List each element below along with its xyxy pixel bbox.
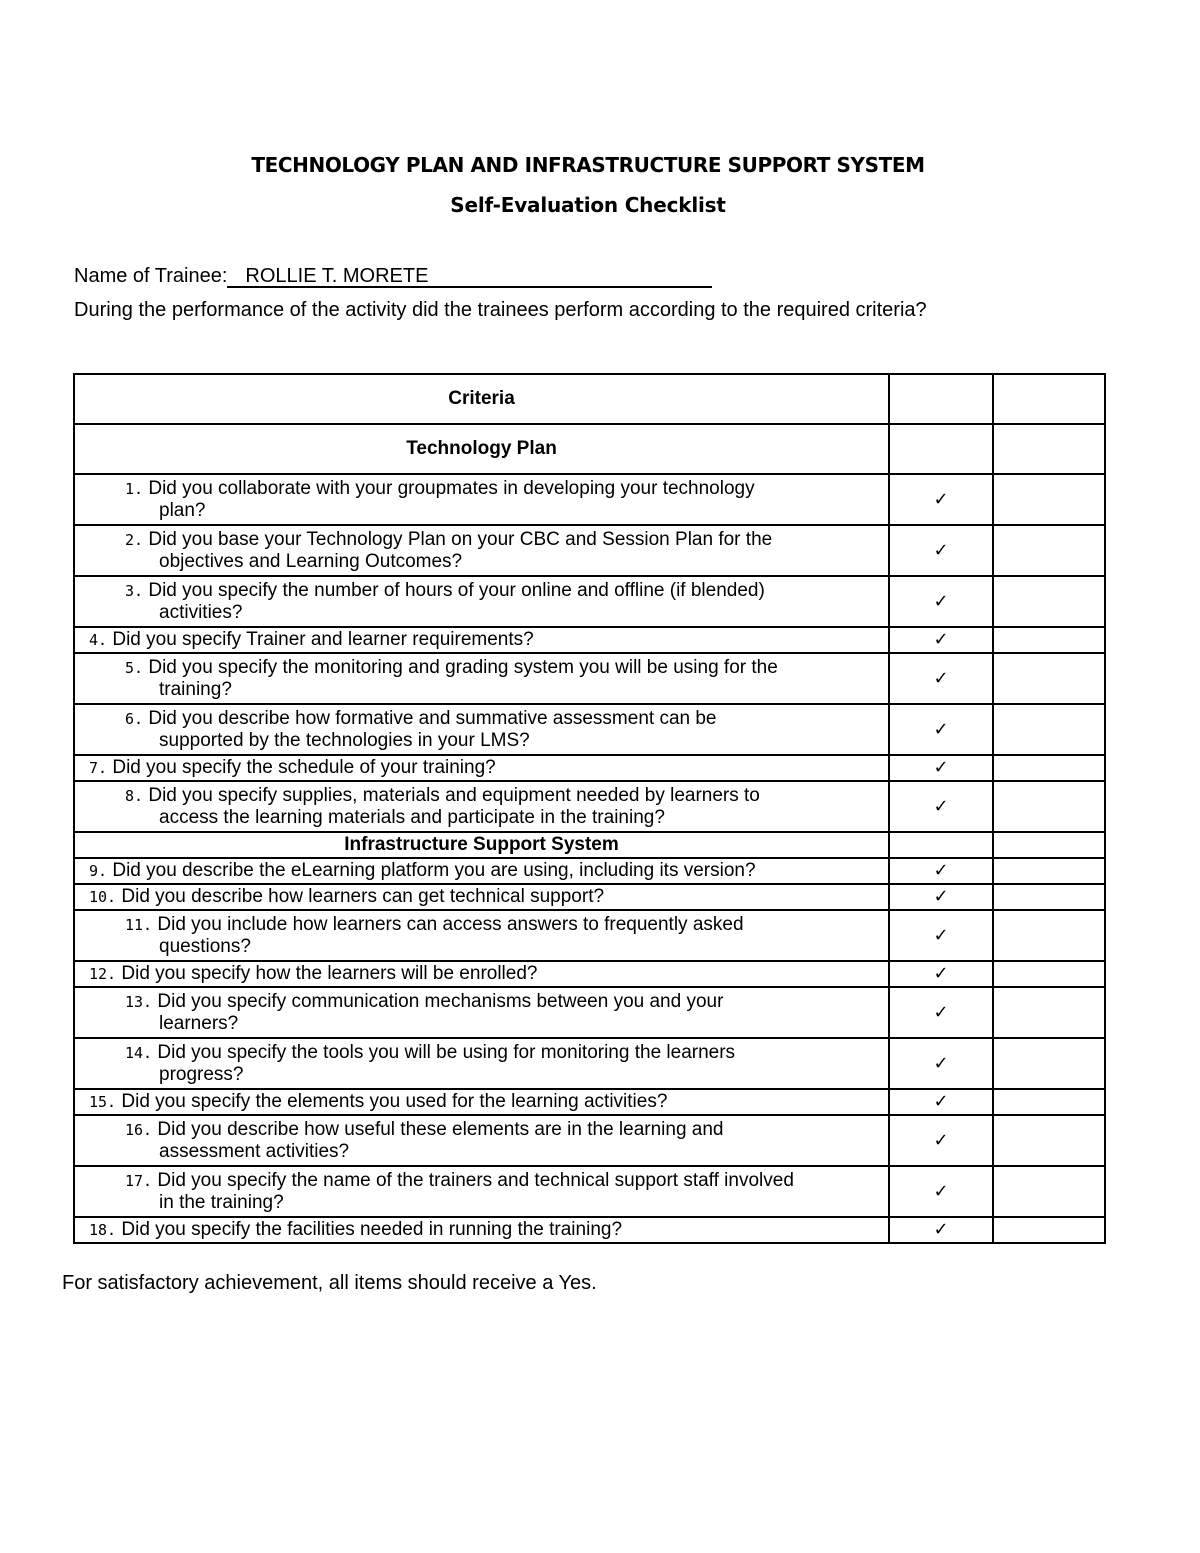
item-number: 12. [89,965,117,983]
item-number: 1. [125,479,144,498]
item-question-continued: objectives and Learning Outcomes? [159,550,463,572]
item-question-continued: assessment activities? [159,1140,350,1162]
criteria-header: Criteria [74,374,889,424]
yes-check-mark: ✓ [889,1217,993,1243]
no-cell [993,781,1105,832]
item-question: Did you describe how useful these elements are in the learning and [157,1118,724,1140]
item-question: Did you describe how formative and summative assessment can be [148,707,717,729]
yes-check-mark: ✓ [889,987,993,1038]
table-row [74,1166,1105,1217]
criteria-item [74,474,889,525]
trainee-name: ROLLIE T. MORETE [227,266,712,288]
yes-check-mark: ✓ [889,576,993,627]
item-number: 15. [89,1093,117,1111]
section-title-infrastructure: Infrastructure Support System [74,832,889,858]
no-cell [993,1038,1105,1089]
yes-check-mark: ✓ [889,627,993,653]
no-cell [993,627,1105,653]
item-question: Did you specify Trainer and learner requirements? [112,629,534,650]
item-number: 6. [125,709,144,728]
yes-check-mark: ✓ [889,858,993,884]
criteria-item [74,781,889,832]
item-question: Did you specify the monitoring and grading system you will be using for the [148,656,778,678]
item-question: Did you specify the number of hours of your online and offline (if blended) [148,579,765,601]
table-row [74,704,1105,755]
criteria-item [74,858,889,884]
item-question-continued: training? [159,678,232,700]
yes-check-mark: ✓ [889,525,993,576]
item-number: 11. [125,915,153,934]
no-cell [993,653,1105,704]
criteria-item [74,755,889,781]
criteria-item [74,987,889,1038]
no-cell [993,525,1105,576]
item-question-continued: plan? [159,499,206,521]
item-question: Did you describe the eLearning platform you are using, including its version? [112,860,756,881]
trainee-label: Name of Trainee: [74,265,228,287]
document-subtitle: Self-Evaluation Checklist [450,193,726,217]
item-question: Did you specify the schedule of your training? [112,757,496,778]
criteria-item [74,525,889,576]
item-number: 16. [125,1120,153,1139]
document-title: TECHNOLOGY PLAN AND INFRASTRUCTURE SUPPORT SYSTEM [251,153,925,177]
yes-column-header [889,374,993,424]
item-question-continued: supported by the technologies in your LMS? [159,729,530,751]
criteria-item [74,1115,889,1166]
no-cell [993,576,1105,627]
yes-check-mark: ✓ [889,1115,993,1166]
yes-check-mark: ✓ [889,755,993,781]
table-row [74,1115,1105,1166]
intro-question: During the performance of the activity did the trainees perform according to the required criteria? [74,299,927,321]
item-number: 7. [89,759,108,777]
no-cell [993,755,1105,781]
item-question-continued: progress? [159,1063,244,1085]
table-row [74,576,1105,627]
yes-check-mark: ✓ [889,474,993,525]
yes-check-mark: ✓ [889,1038,993,1089]
criteria-table [73,373,1106,1244]
no-cell [993,1115,1105,1166]
no-column-header [993,374,1105,424]
item-number: 2. [125,530,144,549]
table-row [74,755,1105,781]
item-number: 10. [89,888,117,906]
item-question: Did you specify how the learners will be enrolled? [121,963,538,984]
table-row [74,858,1105,884]
item-number: 5. [125,658,144,677]
table-row [74,1217,1105,1243]
no-cell [993,858,1105,884]
no-cell [993,1166,1105,1217]
criteria-item [74,704,889,755]
footer-note: For satisfactory achievement, all items should receive a Yes. [62,1272,597,1294]
criteria-item [74,910,889,961]
item-number: 17. [125,1171,153,1190]
table-row [74,525,1105,576]
yes-check-mark: ✓ [889,653,993,704]
item-question: Did you specify the name of the trainers and technical support staff involved [157,1169,794,1191]
item-question: Did you base your Technology Plan on your CBC and Session Plan for the [148,528,773,550]
table-row [74,474,1105,525]
criteria-item [74,884,889,910]
item-number: 14. [125,1043,153,1062]
section-row [74,424,1105,474]
no-cell [993,961,1105,987]
item-question: Did you specify supplies, materials and equipment needed by learners to [148,784,760,806]
item-question: Did you specify the elements you used for the learning activities? [121,1091,668,1112]
section-row [74,832,1105,858]
table-header-row [74,374,1105,424]
item-number: 8. [125,786,144,805]
item-question: Did you collaborate with your groupmates in developing your technology [148,477,755,499]
criteria-item [74,653,889,704]
no-cell [993,884,1105,910]
table-row [74,627,1105,653]
no-cell [993,704,1105,755]
criteria-item [74,1038,889,1089]
table-row [74,1089,1105,1115]
item-question-continued: questions? [159,935,251,957]
item-question: Did you include how learners can access answers to frequently asked [157,913,744,935]
criteria-item [74,1166,889,1217]
criteria-item [74,961,889,987]
item-question: Did you specify the facilities needed in running the training? [121,1219,623,1240]
table-row [74,961,1105,987]
no-cell [993,1217,1105,1243]
criteria-item [74,1217,889,1243]
item-number: 9. [89,862,108,880]
item-question: Did you specify the tools you will be using for monitoring the learners [157,1041,736,1063]
no-cell [993,910,1105,961]
yes-check-mark: ✓ [889,781,993,832]
yes-check-mark: ✓ [889,910,993,961]
table-row [74,781,1105,832]
item-question: Did you describe how learners can get technical support? [121,886,605,907]
item-number: 3. [125,581,144,600]
item-question-continued: access the learning materials and participate in the training? [159,806,665,828]
table-row [74,987,1105,1038]
yes-check-mark: ✓ [889,704,993,755]
no-cell [993,1089,1105,1115]
item-number: 13. [125,992,153,1011]
item-question-continued: activities? [159,601,243,623]
item-question-continued: learners? [159,1012,239,1034]
yes-check-mark: ✓ [889,1166,993,1217]
item-number: 18. [89,1221,117,1239]
criteria-item [74,576,889,627]
yes-check-mark: ✓ [889,884,993,910]
yes-check-mark: ✓ [889,961,993,987]
table-row [74,884,1105,910]
yes-check-mark: ✓ [889,1089,993,1115]
item-question: Did you specify communication mechanisms between you and your [157,990,724,1012]
criteria-item [74,627,889,653]
trainee-line [74,265,712,288]
table-row [74,910,1105,961]
table-row [74,653,1105,704]
no-cell [993,474,1105,525]
table-row [74,1038,1105,1089]
item-number: 4. [89,631,108,649]
no-cell [993,987,1105,1038]
criteria-item [74,1089,889,1115]
section-title-technology-plan: Technology Plan [74,424,889,474]
item-question-continued: in the training? [159,1191,284,1213]
